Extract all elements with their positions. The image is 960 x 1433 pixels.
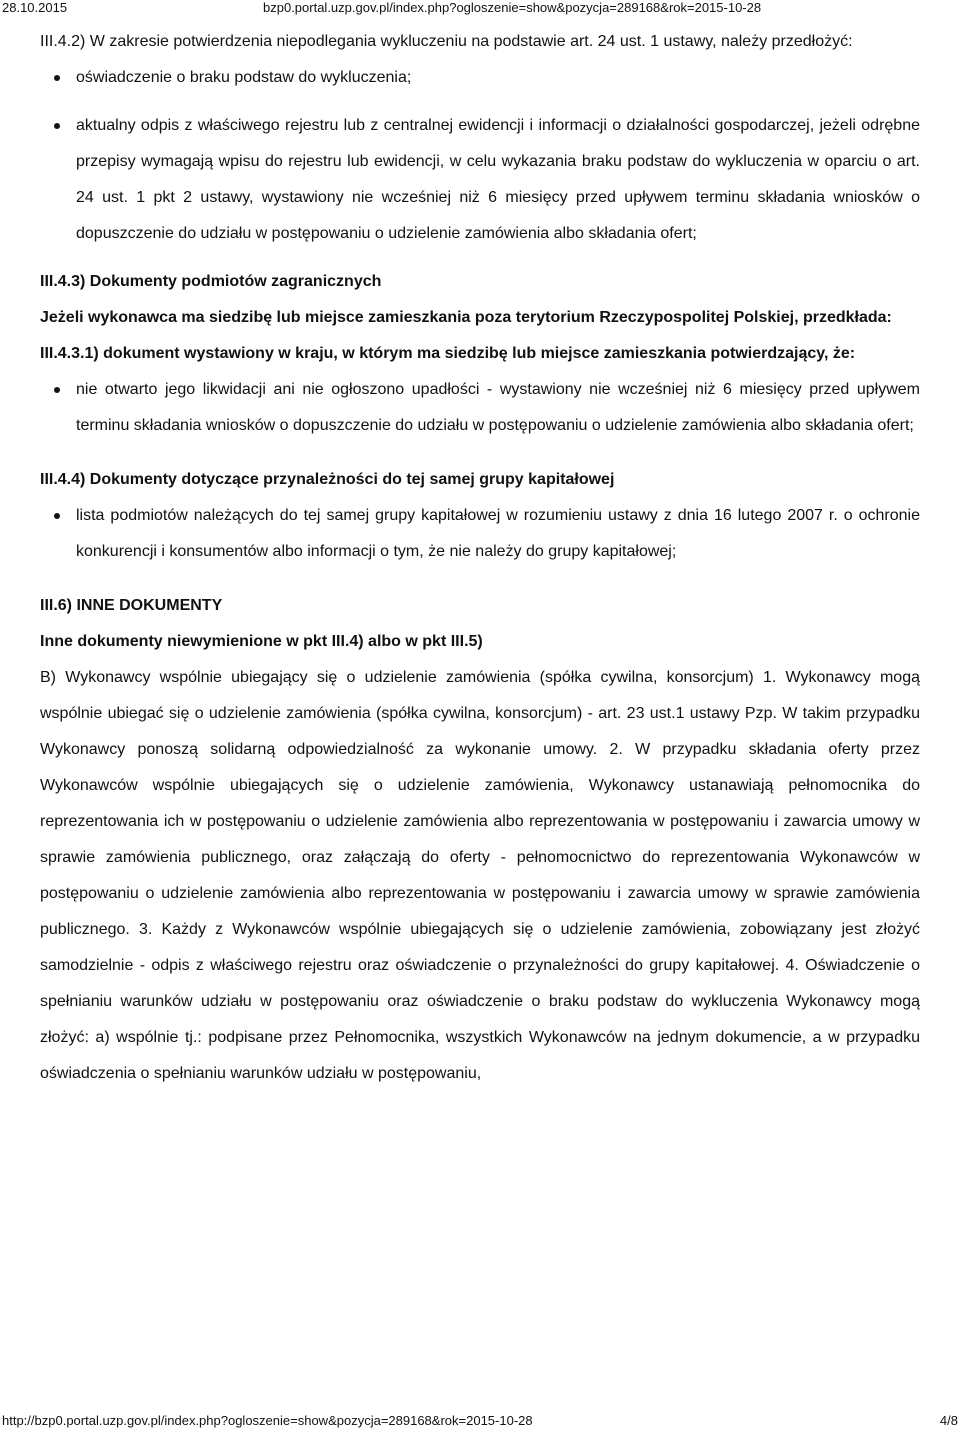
section-heading-III-4-4: III.4.4) Dokumenty dotyczące przynależności do tej samej grupy kapitałowej <box>40 471 615 488</box>
print-url: bzp0.portal.uzp.gov.pl/index.php?ogloszenie=show&pozycja=289168&rok=2015-10-28 <box>263 0 762 15</box>
section-heading-III-6: III.6) INNE DOKUMENTY <box>40 597 223 614</box>
bullet-list-III-4-3-1 <box>40 372 920 444</box>
document-body <box>40 24 920 1092</box>
list-item: lista podmiotów należących do tej samej grupy kapitałowej w rozumieniu ustawy z dnia 16 lutego 2007 r. o ochronie konkurencji i konsumentów albo informacji o tym, że nie należy do grupy kapitałowej; <box>40 498 920 570</box>
other-documents-text: B) Wykonawcy wspólnie ubiegający się o udzielenie zamówienia (spółka cywilna, konsorcjum) 1. Wykonawcy mogą wspólnie ubiegać się o udzielenie zamówienia (spółka cywilna, konsorcjum) - art. 23 ust.1 ustawy Pzp. W takim przypadku Wykonawcy ponoszą solidarną odpowiedzialność za wykonanie umowy. 2. W przypadku składania oferty przez Wykonawców wspólnie ubiegających się o udzielenie zamówienia, Wykonawcy ustanawiają pełnomocnika do reprezentowania ich w postępowaniu o udzielenie zamówienia albo reprezentowania w postępowaniu i zawarcia umowy w sprawie zamówienia publicznego, oraz załączają do oferty - pełnomocnictwo do reprezentowania Wykonawców w postępowaniu o udzielenie zamówienia albo reprezentowania w postępowaniu i zawarcia umowy w sprawie zamówienia publicznego. 3. Każdy z Wykonawców wspólnie ubiegających się o udzielenie zamówienia, zobowiązany jest złożyć samodzielnie - odpis z właściwego rejestru oraz oświadczenie o przynależności do grupy kapitałowej. 4. Oświadczenie o spełnianiu warunków udziału w postępowaniu oraz oświadczenie o braku podstaw do wykluczenia Wykonawcy mogą złożyć: a) wspólnie tj.: podpisane przez Pełnomocnika, wszystkich Wykonawców na jednym dokumencie, a w przypadku oświadczenia o spełnianiu warunków udziału w postępowaniu, <box>40 669 920 1082</box>
print-footer <box>0 1413 960 1429</box>
list-item: oświadczenie o braku podstaw do wykluczenia; <box>40 60 920 96</box>
section-subheading-III-4-3-1: III.4.3.1) dokument wystawiony w kraju, w którym ma siedzibę lub miejsce zamieszkania potwierdzający, że: <box>40 345 856 362</box>
bullet-list-III-4-2 <box>40 60 920 252</box>
section-heading-III-4-3: III.4.3) Dokumenty podmiotów zagranicznych <box>40 273 382 290</box>
list-item: nie otwarto jego likwidacji ani nie ogłoszono upadłości - wystawiony nie wcześniej niż 6 miesięcy przed upływem terminu składania wniosków o dopuszczenie do udziału w postępowaniu o udzielenie zamówienia albo składania ofert; <box>40 372 920 444</box>
section-heading-III-4-2: III.4.2) W zakresie potwierdzenia niepodlegania wykluczeniu na podstawie art. 24 ust. 1 ustawy, należy przedłożyć: <box>40 33 853 50</box>
list-item: aktualny odpis z właściwego rejestru lub z centralnej ewidencji i informacji o działalności gospodarczej, jeżeli odrębne przepisy wymagają wpisu do rejestru lub ewidencji, w celu wykazania braku podstaw do wykluczenia w oparciu o art. 24 ust. 1 pkt 2 ustawy, wystawiony nie wcześniej niż 6 miesięcy przed upływem terminu składania wniosków o dopuszczenie do udziału w postępowaniu o udzielenie zamówienia albo składania ofert; <box>40 108 920 252</box>
footer-url: http://bzp0.portal.uzp.gov.pl/index.php?ogloszenie=show&pozycja=289168&rok=2015-10-28 <box>2 1413 533 1428</box>
page-number: 4/8 <box>939 1413 958 1428</box>
section-subheading: Jeżeli wykonawca ma siedzibę lub miejsce zamieszkania poza terytorium Rzeczypospolitej Polskiej, przedkłada: <box>40 309 892 326</box>
print-header <box>0 0 960 16</box>
section-subheading: Inne dokumenty niewymienione w pkt III.4) albo w pkt III.5) <box>40 633 483 650</box>
bullet-list-III-4-4 <box>40 498 920 570</box>
print-date: 28.10.2015 <box>2 0 68 15</box>
